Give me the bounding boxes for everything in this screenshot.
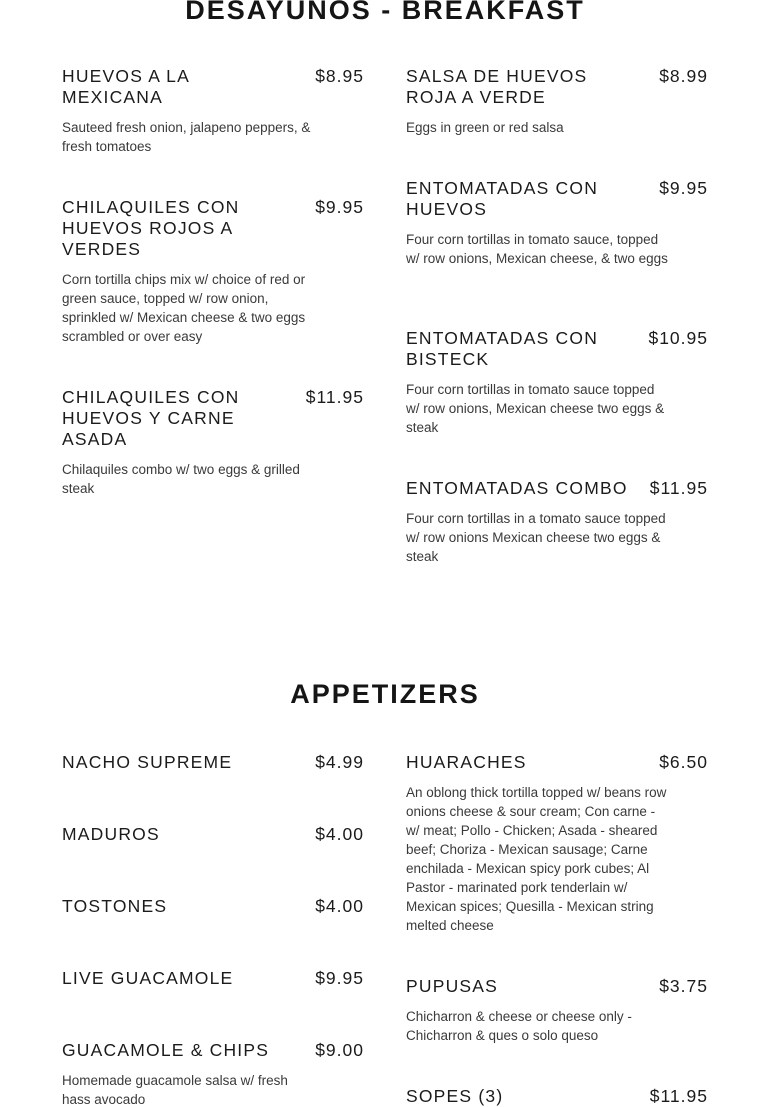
item-name: LIVE GUACAMOLE [62, 968, 234, 988]
item-name: PUPUSAS [406, 976, 499, 996]
menu-item-entomatadas-combo [406, 478, 708, 566]
item-name: CHILAQUILES CON HUEVOS ROJOS A VERDES [62, 197, 240, 259]
item-name: HUARACHES [406, 752, 527, 772]
menu-item-chilaquiles-carne-asada [62, 387, 364, 498]
menu-item-nacho-supreme [62, 752, 364, 773]
menu-item-salsa-de-huevos [406, 66, 708, 137]
item-price: $4.99 [315, 752, 364, 772]
menu-item-maduros [62, 824, 364, 845]
item-price: $4.00 [315, 896, 364, 916]
item-name: ENTOMATADAS CON HUEVOS [406, 178, 599, 219]
item-name: SOPES (3) [406, 1086, 504, 1106]
item-name: ENTOMATADAS COMBO [406, 478, 628, 498]
item-name: GUACAMOLE & CHIPS [62, 1040, 270, 1060]
item-name: TOSTONES [62, 896, 168, 916]
menu-item-huevos-a-la-mexicana [62, 66, 364, 156]
menu-item-chilaquiles-con-huevos [62, 197, 364, 346]
item-description: Four corn tortillas in tomato sauce topped w/ row onions, Mexican cheese two eggs & steak [406, 382, 665, 435]
item-description: Chicharron & cheese or cheese only - Chicharron & ques o solo queso [406, 1009, 632, 1043]
item-description: Corn tortilla chips mix w/ choice of red or green sauce, topped w/ row onion, sprinkled w/ Mexican cheese & two eggs scrambled or over easy [62, 272, 306, 344]
section-title-appetizers: APPETIZERS [290, 679, 480, 709]
item-name: HUEVOS A LA MEXICANA [62, 66, 190, 107]
item-name: SALSA DE HUEVOS ROJA A VERDE [406, 66, 588, 107]
item-price: $9.95 [315, 968, 364, 988]
menu-item-pupusas [406, 976, 708, 1045]
item-price: $11.95 [649, 1086, 708, 1106]
item-name: ENTOMATADAS CON BISTECK [406, 328, 599, 369]
item-price: $9.95 [659, 178, 708, 198]
item-price: $8.99 [659, 66, 708, 86]
menu-item-live-guacamole [62, 968, 364, 989]
menu-item-tostones [62, 896, 364, 917]
menu-item-sopes [406, 1086, 708, 1107]
item-description: Homemade guacamole salsa w/ fresh hass avocado [62, 1073, 288, 1107]
menu-item-entomatadas-con-bisteck [406, 328, 708, 437]
item-price: $11.95 [305, 387, 364, 407]
item-description: Sauteed fresh onion, jalapeno peppers, & fresh tomatoes [62, 120, 311, 154]
item-name: NACHO SUPREME [62, 752, 233, 772]
item-description: Four corn tortillas in a tomato sauce topped w/ row onions Mexican cheese two eggs & steak [406, 511, 666, 564]
item-name: MADUROS [62, 824, 160, 844]
item-price: $8.95 [315, 66, 364, 86]
item-name: CHILAQUILES CON HUEVOS Y CARNE ASADA [62, 387, 240, 449]
menu-item-entomatadas-con-huevos [406, 178, 708, 268]
item-price: $6.50 [659, 752, 708, 772]
item-price: $9.00 [315, 1040, 364, 1060]
menu-item-guacamole-chips [62, 1040, 364, 1107]
item-description: Four corn tortillas in tomato sauce, topped w/ row onions, Mexican cheese, & two eggs [406, 232, 668, 266]
item-price: $9.95 [315, 197, 364, 217]
item-description: Eggs in green or red salsa [406, 120, 564, 135]
item-description: An oblong thick tortilla topped w/ beans row onions cheese & sour cream; Con carne - w/ meat; Pollo - Chicken; Asada - sheared beef; Choriza - Mexican sausage; Carne enchilada - Mexican spicy pork cubes; Al Pastor - marinated pork tenderlain w/ Mexican spices; Quesilla - Mexican string melted cheese [406, 785, 667, 933]
item-price: $4.00 [315, 824, 364, 844]
item-price: $11.95 [649, 478, 708, 498]
section-title-breakfast: DESAYUNOS - BREAKFAST [185, 0, 585, 25]
item-price: $3.75 [659, 976, 708, 996]
item-description: Chilaquiles combo w/ two eggs & grilled steak [62, 462, 300, 496]
menu-item-huaraches [406, 752, 708, 935]
item-price: $10.95 [648, 328, 708, 348]
